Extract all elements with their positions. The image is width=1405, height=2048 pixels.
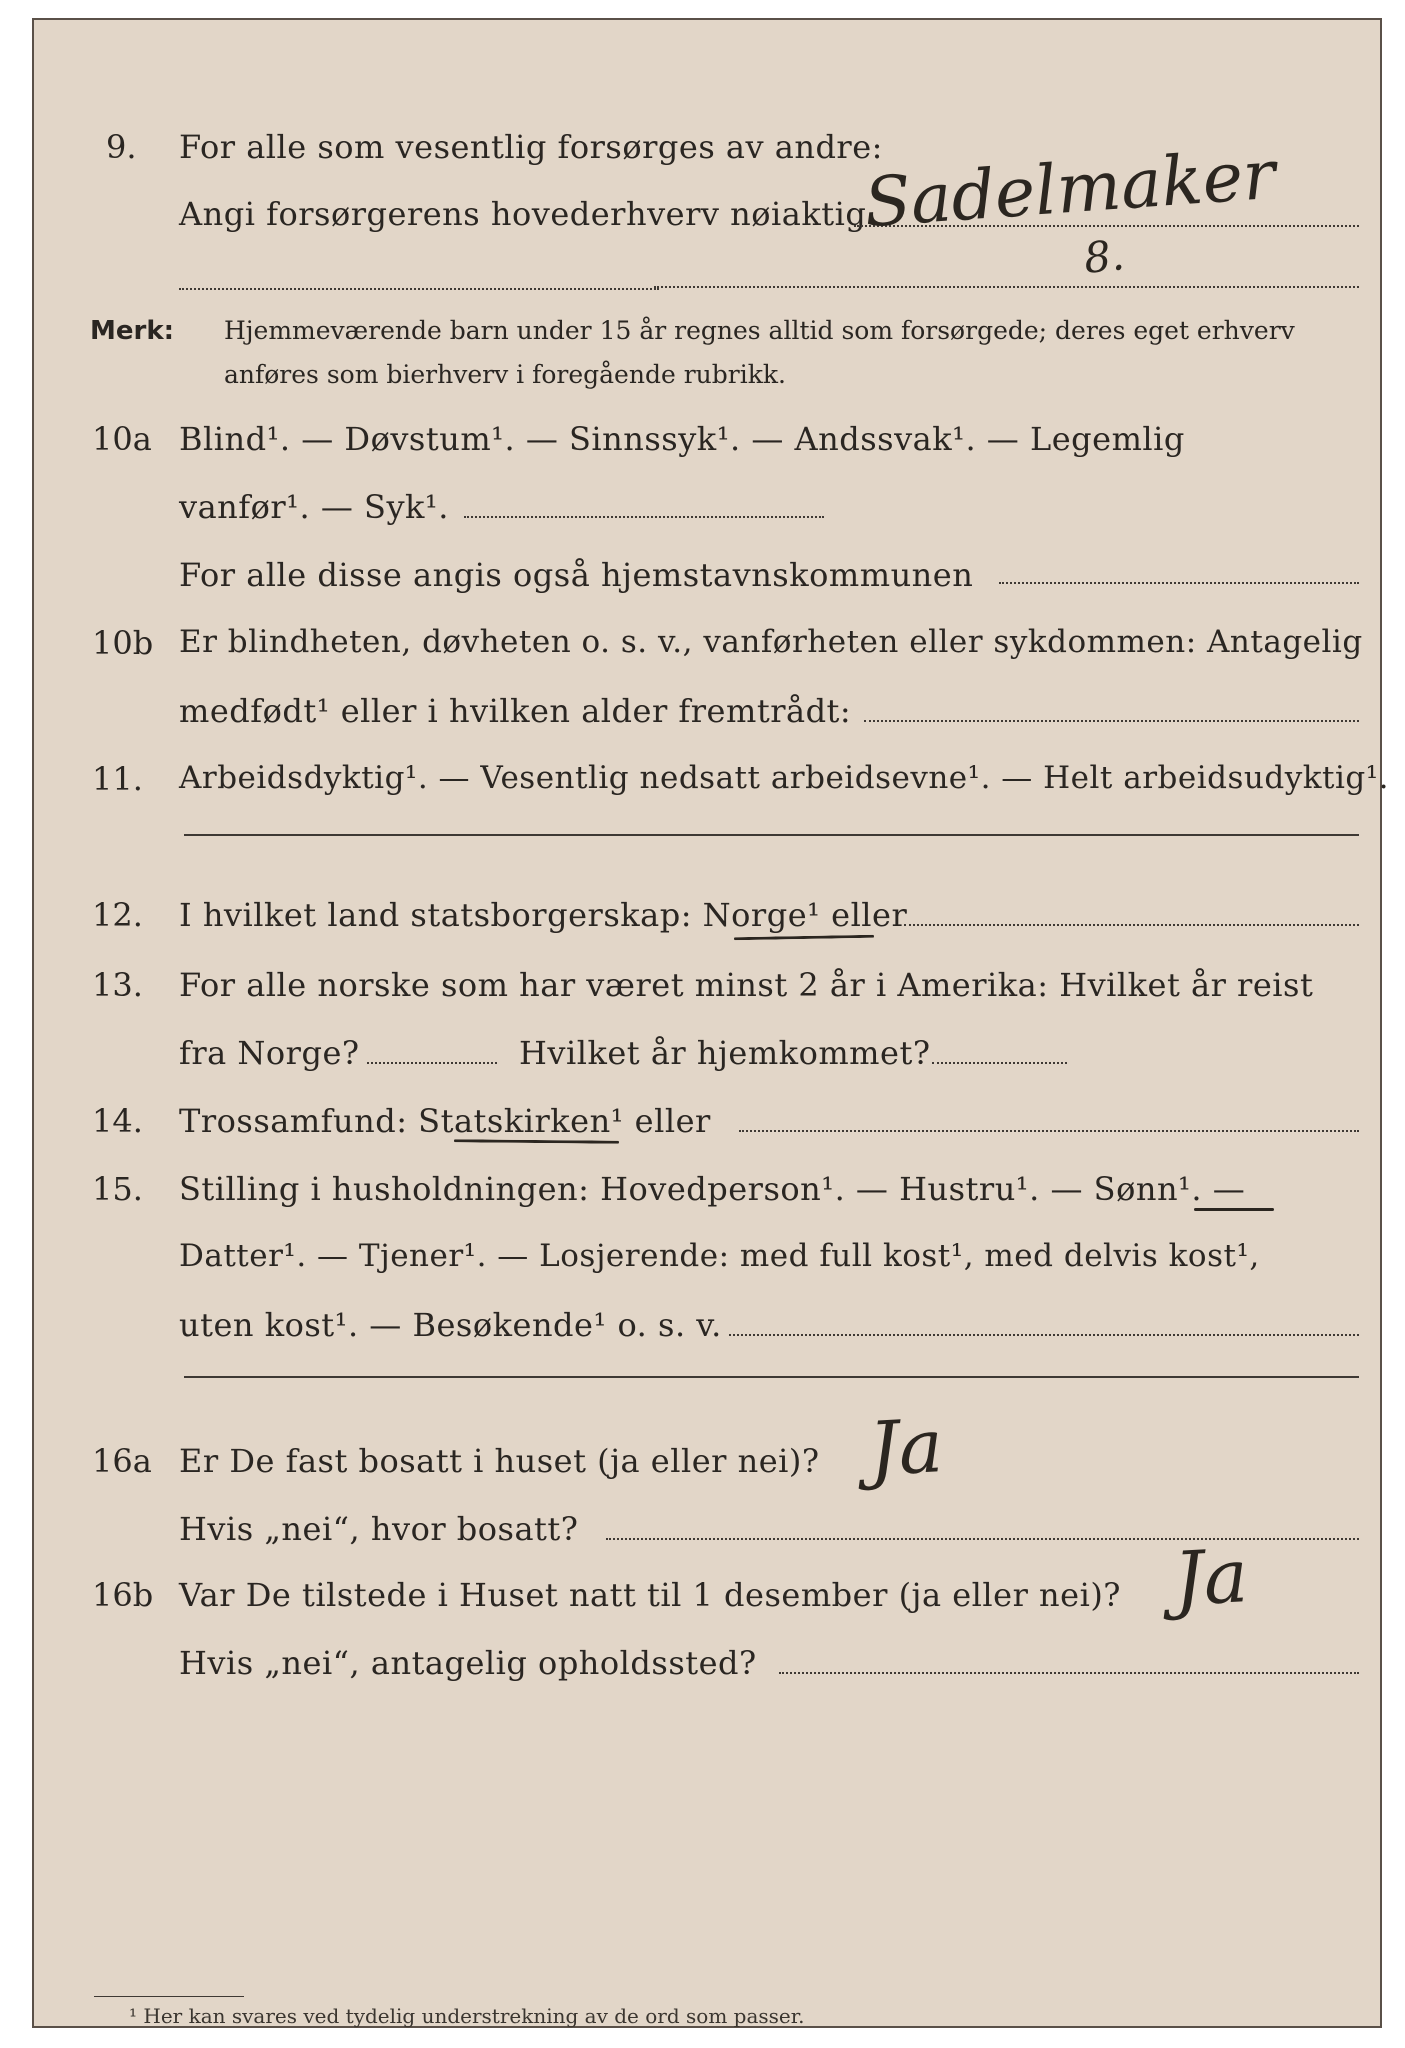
- q11-line1: Arbeidsdyktig¹. — Vesentlig nedsatt arbeidsevne¹. — Helt arbeidsudyktig¹.: [179, 760, 1390, 796]
- q9-number: 9.: [106, 128, 137, 166]
- q9-handwritten-answer: Sadelmaker: [861, 135, 1278, 244]
- q13-reist-field[interactable]: [367, 1062, 497, 1064]
- q14-other-field[interactable]: [739, 1130, 1359, 1132]
- q14-line1: Trossamfund: Statskirken¹ eller: [179, 1102, 711, 1140]
- q16b-line1: Var De tilstede i Huset natt til 1 desember (ja eller nei)?: [179, 1576, 1121, 1614]
- q9-line2: Angi forsørgerens hovederhverv nøiaktig: [179, 195, 867, 233]
- q16a-number: 16a: [92, 1442, 152, 1480]
- q13-line1: For alle norske som har været minst 2 år i Amerika: Hvilket år reist: [179, 966, 1314, 1004]
- q16a-line2: Hvis „nei“, hvor bosatt?: [179, 1510, 579, 1548]
- merk-label: Merk:: [90, 316, 175, 346]
- census-form-sheet: [32, 18, 1390, 2028]
- q10b-alder-field[interactable]: [864, 720, 1359, 722]
- q10a-syk-field[interactable]: [464, 516, 824, 518]
- q15-other-field[interactable]: [729, 1334, 1359, 1336]
- q16b-line2: Hvis „nei“, antagelig opholdssted?: [179, 1644, 757, 1682]
- q10b-line1: Er blindheten, døvheten o. s. v., vanførheten eller sykdommen: Antagelig: [179, 624, 1363, 660]
- q15-number: 15.: [92, 1170, 143, 1208]
- merk-line2: anføres som bierhverv i foregående rubrikk.: [224, 360, 786, 389]
- q16b-number: 16b: [92, 1576, 154, 1614]
- q14-statskirken-underline: [454, 1139, 619, 1143]
- q12-norge-underline: [734, 935, 874, 940]
- q16b-handwritten-answer: Ja: [1171, 1533, 1250, 1623]
- q14-number: 14.: [92, 1102, 143, 1140]
- q12-number: 12.: [92, 896, 143, 934]
- q9-handwritten-code: 8.: [1081, 230, 1127, 283]
- q15-line1: Stilling i husholdningen: Hovedperson¹. — Hustru¹. — Sønn¹. —: [179, 1170, 1246, 1208]
- q13-line2b: Hvilket år hjemkommet?: [519, 1034, 931, 1072]
- q10a-number: 10a: [92, 420, 152, 458]
- q13-line2a: fra Norge?: [179, 1034, 360, 1072]
- q15-line2: Datter¹. — Tjener¹. — Losjerende: med full kost¹, med delvis kost¹,: [179, 1238, 1260, 1274]
- footnote-text: ¹ Her kan svares ved tydelig understrekning av de ord som passer.: [129, 2004, 805, 2028]
- q9-extra-line-left: [179, 288, 659, 290]
- q13-number: 13.: [92, 966, 143, 1004]
- q13-hjemkommet-field[interactable]: [932, 1062, 1067, 1064]
- q15-sonn-underline: [1194, 1208, 1274, 1211]
- q10a-hjemstavn-field[interactable]: [999, 582, 1359, 584]
- q9-line1: For alle som vesentlig forsørges av andre:: [179, 128, 883, 166]
- q16a-line1: Er De fast bosatt i huset (ja eller nei)?: [179, 1442, 820, 1480]
- q12-other-country-field[interactable]: [904, 924, 1359, 926]
- q10b-line2: medfødt¹ eller i hvilken alder fremtrådt:: [179, 692, 852, 730]
- footnote-separator: [94, 1996, 244, 1997]
- q11-number: 11.: [92, 760, 143, 798]
- q10b-number: 10b: [92, 624, 154, 662]
- q15-line3: uten kost¹. — Besøkende¹ o. s. v.: [179, 1306, 722, 1344]
- merk-line1: Hjemmeværende barn under 15 år regnes alltid som forsørgede; deres eget erhverv: [224, 316, 1295, 345]
- q12-line1: I hvilket land statsborgerskap: Norge¹ eller: [179, 896, 908, 934]
- q16a-handwritten-answer: Ja: [866, 1403, 945, 1493]
- q10a-line2: vanfør¹. — Syk¹.: [179, 488, 449, 526]
- q9-extra-line-right: [654, 286, 1359, 288]
- q10a-line1: Blind¹. — Døvstum¹. — Sinnssyk¹. — Andssvak¹. — Legemlig: [179, 420, 1185, 458]
- q16b-opholdssted-field[interactable]: [779, 1672, 1359, 1674]
- q10a-line3: For alle disse angis også hjemstavnskommunen: [179, 556, 974, 594]
- q15-answer-line[interactable]: [184, 1376, 1359, 1378]
- q11-answer-line[interactable]: [184, 834, 1359, 836]
